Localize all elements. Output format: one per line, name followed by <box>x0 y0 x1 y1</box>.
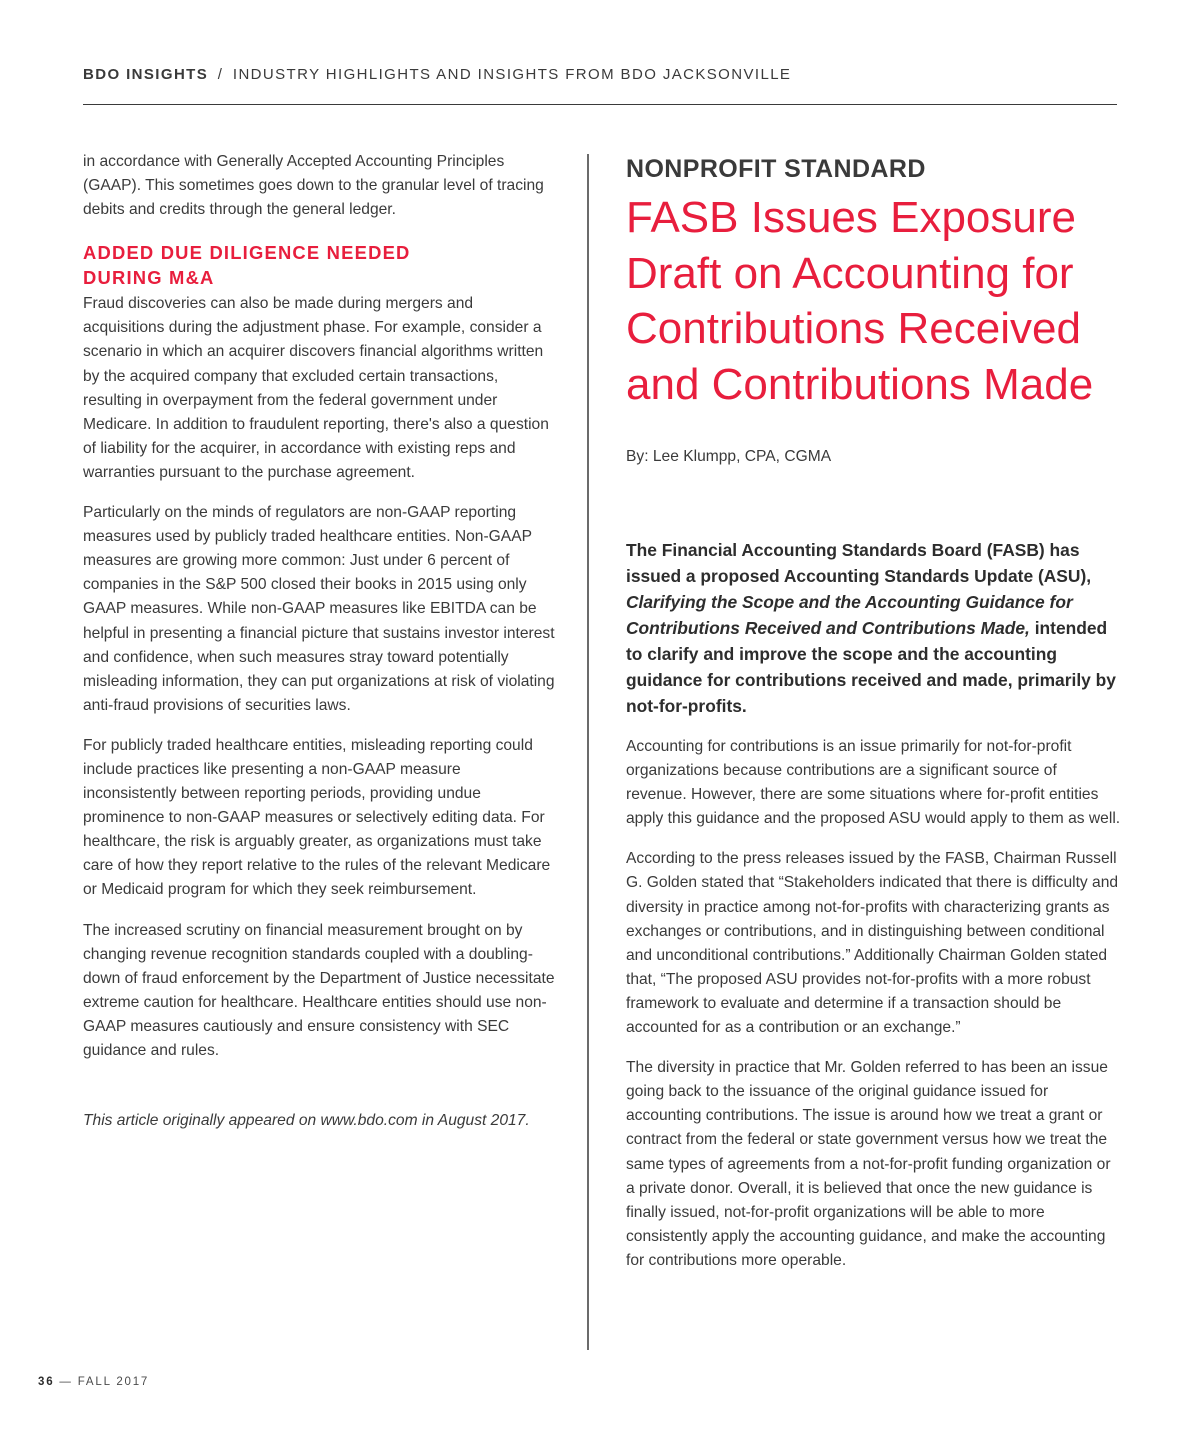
header-subtitle: INDUSTRY HIGHLIGHTS AND INSIGHTS FROM BDO JACKSONVILLE <box>232 66 792 83</box>
body-paragraph: For publicly traded healthcare entities, misleading reporting could include practices like presenting a non-GAAP measure inconsistently between reporting periods, providing undue prominence to non-GAAP measures or selectively editing data. For healthcare, the risk is arguably greater, as organizations must take care of how they report relative to the rules of the relevant Medicare or Medicaid program for which they seek reimbursement. <box>83 736 551 899</box>
left-intro-paragraph: in accordance with Generally Accepted Accounting Principles (GAAP). This sometimes goes down to the granular level of tracing debits and credits through the general ledger. <box>83 153 544 219</box>
lead-paragraph <box>626 537 1121 719</box>
header-brand: BDO INSIGHTS <box>83 66 209 83</box>
page-number: 36 <box>38 1376 55 1388</box>
article-title <box>626 190 1121 412</box>
article-source-note: This article originally appeared on www.bdo.com in August 2017. <box>83 1112 530 1130</box>
body-paragraph: Fraud discoveries can also be made during mergers and acquisitions during the adjustment phase. For example, consider a scenario in which an acquirer discovers financial algorithms written by the acquired company that excluded certain transactions, resulting in overpayment from the federal government under Medicare. In addition to fraudulent reporting, there's also a question of liability for the acquirer, in accordance with existing reps and warranties pursuant to the purchase agreement. <box>83 295 549 481</box>
title-line: Draft on Accounting for <box>626 248 1074 298</box>
subheading-line-1: ADDED DUE DILIGENCE NEEDED <box>83 242 411 264</box>
footer-dash: — <box>59 1376 73 1388</box>
title-line: and Contributions Made <box>626 359 1094 409</box>
title-line: FASB Issues Exposure <box>626 193 1076 242</box>
author-byline: By: Lee Klumpp, CPA, CGMA <box>626 448 832 465</box>
left-column <box>83 150 558 1133</box>
subheading-line-2: DURING M&A <box>83 267 215 289</box>
body-paragraph: According to the press releases issued by the FASB, Chairman Russell G. Golden stated that “Stakeholders indicated that there is difficulty and diversity in practice among not-for-profits with characterizing grants as exchanges or contributions, and in distinguishing between conditional and unconditional contributions.” Additionally Chairman Golden stated that, “The proposed ASU provides not-for-profits with a more robust framework to evaluate and determine if a transaction should be accounted for as a contribution or an exchange.” <box>626 850 1119 1037</box>
title-line: Contributions Received <box>626 304 1081 353</box>
body-paragraph: Particularly on the minds of regulators are non-GAAP reporting measures used by publicly traded healthcare entities. Non-GAAP measures are growing more common: Just under 6 percent of companies in the S&P 500 closed their books in 2015 using only GAAP measures. While non-GAAP measures like EBITDA can be helpful in presenting a financial picture that sustains investor interest and confidence, when such measures stray toward potentially misleading information, they can put organizations at risk of violating anti-fraud provisions of securities laws. <box>83 504 555 714</box>
body-paragraph: The increased scrutiny on financial measurement brought on by changing revenue recognition standards coupled with a doubling-down of fraud enforcement by the Department of Justice necessitate extreme caution for healthcare. Healthcare entities should use non-GAAP measures cautiously and ensure consistency with SEC guidance and rules. <box>83 921 555 1059</box>
page-footer <box>38 1376 149 1388</box>
page-header <box>83 64 1117 105</box>
header-text <box>83 64 1117 86</box>
column-divider <box>587 154 589 1350</box>
section-kicker: NONPROFIT STANDARD <box>626 155 926 183</box>
header-separator: / <box>217 66 224 83</box>
body-paragraph: Accounting for contributions is an issue primarily for not-for-profit organizations because contributions are a significant source of revenue. However, there are some situations where for-profit entities apply this guidance and the proposed ASU would apply to them as well. <box>626 738 1121 828</box>
body-paragraph: The diversity in practice that Mr. Golden referred to has been an issue going back to the issuance of the original guidance issued for accounting contributions. The issue is around how we treat a grant or contract from the federal or state government versus how we treat the same types of agreements from a not-for-profit funding organization or a private donor. Overall, it is believed that once the new guidance is finally issued, not-for-profit organizations will be able to more consistently apply the accounting guidance, and make the accounting for contributions more operable. <box>626 1059 1111 1269</box>
issue-label: FALL 2017 <box>77 1376 150 1388</box>
section-subheading <box>83 240 558 290</box>
lead-text: The Financial Accounting Standards Board (FASB) has issued a proposed Accounting Standards Update (ASU), <box>626 540 1092 586</box>
lead-italic-title: Clarifying the Scope and the Accounting Guidance for Contributions Received and Contributions Made, <box>626 592 1073 638</box>
lead-text-end: intended to clarify and improve the scope and the accounting guidance for contributions received and made, primarily by not-for-profits. <box>626 618 1116 716</box>
right-column <box>626 150 1121 1289</box>
